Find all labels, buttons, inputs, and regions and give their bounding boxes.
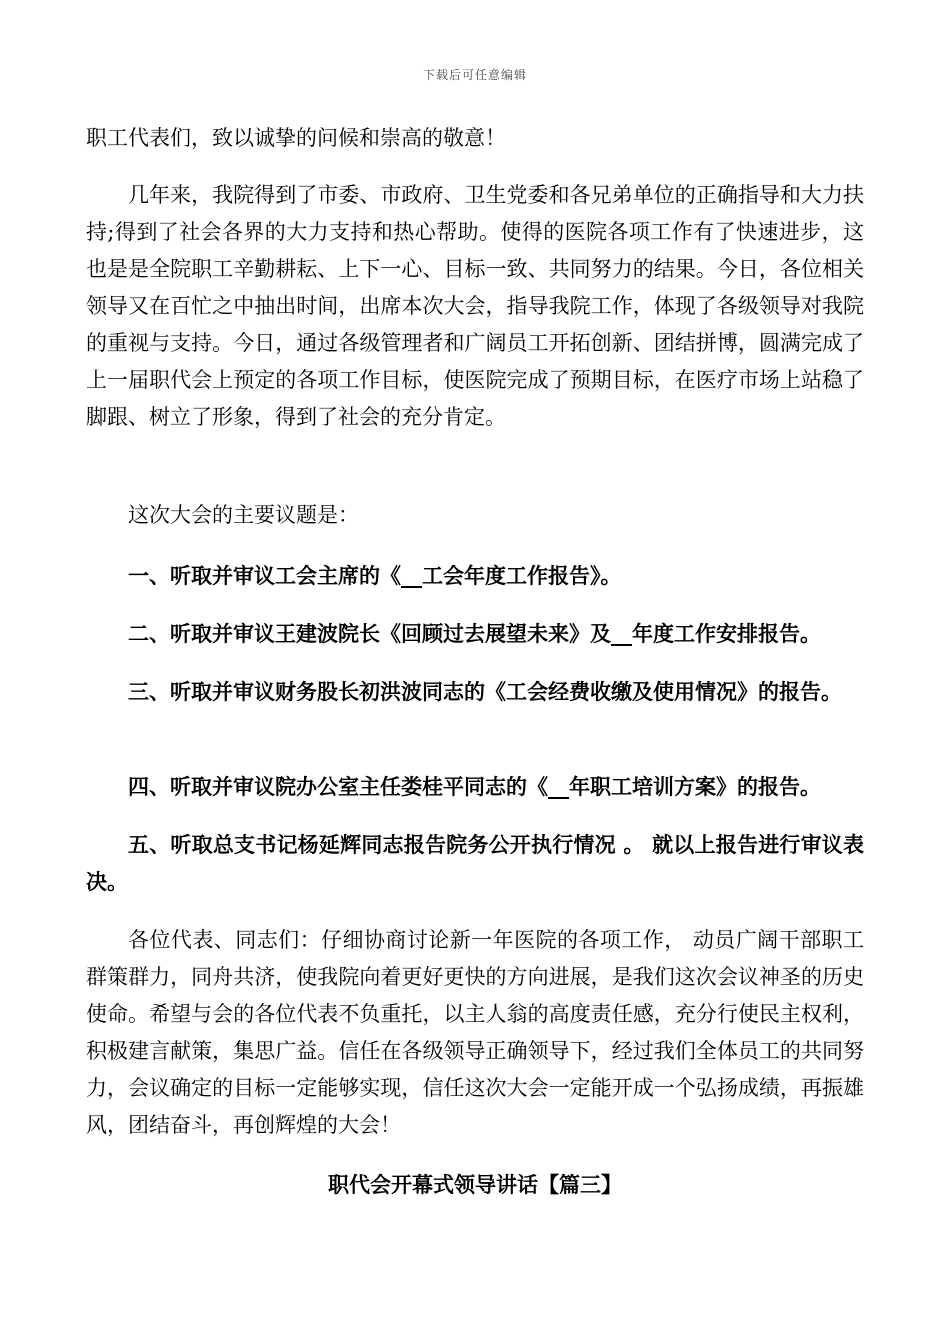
header-note: 下载后可任意编辑 [422,68,527,82]
paragraph-greeting: 职工代表们，致以诚挚的问候和崇高的敬意！ [86,126,506,150]
agenda-item-2: 二、听取并审议王建波院长《回顾过去展望未来》及__年度工作安排报告。 [128,621,821,646]
agenda-item-5: 五、听取总支书记杨延辉同志报告院务公开执行情况 。 就以上报告进行审议表决。 [86,832,864,894]
agenda-item-3: 三、听取并审议财务股长初洪波同志的《工会经费收缴及使用情况》的报告。 [128,679,842,704]
paragraph-agenda-intro: 这次大会的主要议题是： [128,503,359,527]
paragraph-achievements: 几年来，我院得到了市委、市政府、卫生党委和各兄弟单位的正确指导和大力扶持;得到了社会各界的大力支持和热心帮助。使得的医院各项工作有了快速进步，这也是是全院职工辛勤耕耘、上下一心、目标一致、共同努力的结果。今日，各位相关领导又在百忙之中抽出时间，出席本次大会，指导我院工作，体现了各级领导对我院的重视与支持。今日，通过各级管理者和广阔员工开拓创新、团结拼博，圆满完成了上一届职代会上预定的各项工作目标，使医院完成了预期目标，在医疗市场上站稳了脚跟、树立了形象，得到了社会的充分肯定。 [86,183,864,429]
agenda-item-1: 一、听取并审议工会主席的《__工会年度工作报告》。 [128,563,622,588]
agenda-item-4: 四、听取并审议院办公室主任娄桂平同志的《__年职工培训方案》的报告。 [128,774,821,799]
section-title: 职代会开幕式领导讲话【篇三】 [328,1172,622,1197]
paragraph-closing: 各位代表、同志们：仔细协商讨论新一年医院的各项工作， 动员广阔干部职工群策群力，同舟共济，使我院向着更好更快的方向进展，是我们这次会议神圣的历史使命。希望与会的各位代表不负重托，以主人翁的高度责任感，充分行使民主权利，积极建言献策，集思广益。信任在各级领导正确领导下，经过我们全体员工的共同努力，会议确定的目标一定能够实现，信任这次大会一定能开成一个弘扬成绩，再振雄风，团结奋斗，再创辉煌的大会！ [86,928,864,1137]
